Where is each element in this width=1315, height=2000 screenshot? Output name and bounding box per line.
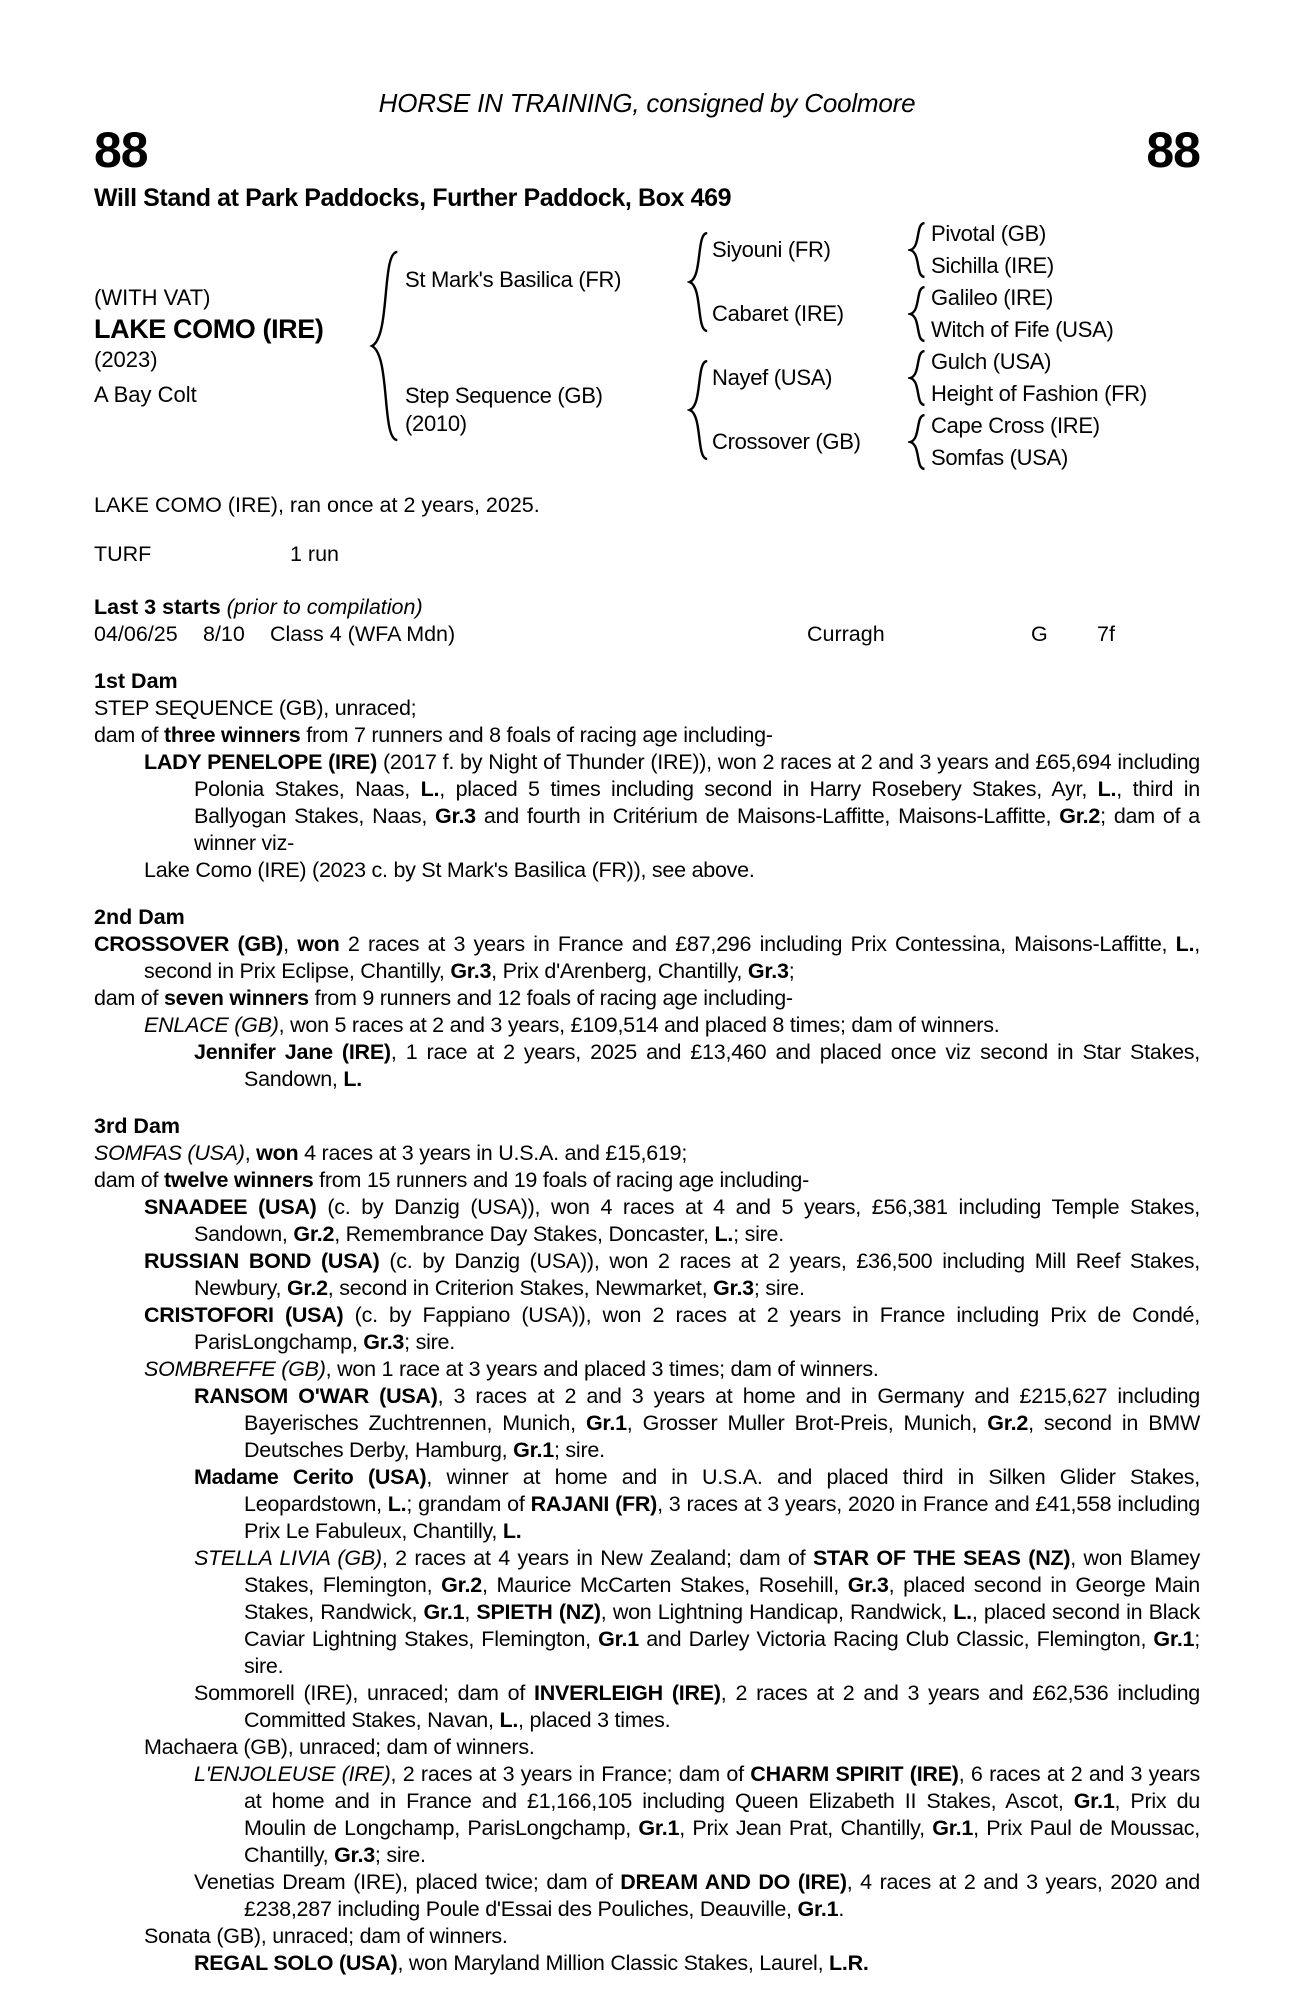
lot-number-right: 88: [1146, 122, 1200, 178]
last-starts-note: (prior to compilation): [226, 595, 423, 619]
pedigree-text-paragraph: dam of three winners from 7 runners and 8 foals of racing age including-: [94, 723, 773, 747]
sire-name: St Mark's Basilica (FR): [405, 267, 622, 292]
pedigree-text-paragraph: ENLACE (GB), won 5 races at 2 and 3 years, £109,514 and placed 8 times; dam of winners.: [144, 1013, 1000, 1037]
gen3-name: Cape Cross (IRE): [931, 413, 1100, 438]
sire-sire-name: Siyouni (FR): [712, 237, 831, 262]
start-finish-position: 8/10: [203, 622, 245, 646]
start-going: G: [1031, 622, 1048, 646]
dam-section-heading: 3rd Dam: [94, 1114, 181, 1138]
dam-section-heading: 1st Dam: [94, 669, 178, 693]
lot-horse-year: (2023): [94, 346, 158, 372]
sire-brace: [684, 218, 712, 346]
stand-location-line: Will Stand at Park Paddocks, Further Paddock, Box 469: [94, 184, 732, 212]
surface-row: [94, 541, 1200, 568]
pedigree-text-paragraph: SOMBREFFE (GB), won 1 race at 3 years and placed 3 times; dam of winners.: [144, 1357, 879, 1381]
brace-icon: [687, 231, 709, 333]
last-starts-line: [94, 594, 1200, 621]
brace-icon: [908, 222, 926, 278]
dam-sections: [94, 668, 1200, 1977]
pedigree-text-paragraph: SOMFAS (USA), won 4 races at 3 years in U.S.A. and £15,619;: [94, 1141, 688, 1165]
pedigree-text-paragraph: STEP SEQUENCE (GB), unraced;: [94, 696, 417, 720]
brace-icon: [908, 414, 926, 470]
runs-count: 1 run: [290, 542, 340, 566]
gen3-name: Pivotal (GB): [931, 221, 1046, 246]
pedigree-text-paragraph: Machaera (GB), unraced; dam of winners.: [144, 1735, 535, 1759]
sire-dam-name: Cabaret (IRE): [712, 301, 844, 326]
pedigree-text-paragraph: Lake Como (IRE) (2023 c. by St Mark's Basilica (FR)), see above.: [144, 858, 755, 882]
page-content: [94, 0, 1200, 1977]
gen3-name: Somfas (USA): [931, 445, 1068, 470]
pedigree-main-brace: [362, 218, 405, 474]
pedigree-text-paragraph: Venetias Dream (IRE), placed twice; dam of DREAM AND DO (IRE), 4 races at 2 and 3 years, 2020 and £238,287 including Poule d'Essai des Pouliches, Deauville, Gr.1.: [194, 1870, 1200, 1921]
lot-number-left: 88: [94, 122, 148, 178]
pedigree-text-paragraph: RANSOM O'WAR (USA), 3 races at 2 and 3 years at home and in Germany and £215,627 including Bayerisches Zuchtrennen, Munich, Gr.1, Grosser Muller Brot-Preis, Munich, Gr.2, second in BMW Deutsches Derby, Hamburg, Gr.1; sire.: [194, 1384, 1201, 1462]
brace-icon: [908, 286, 926, 342]
dam-name: Step Sequence (GB): [405, 383, 603, 408]
pedigree-text-paragraph: RUSSIAN BOND (USA) (c. by Danzig (USA)), won 2 races at 2 years, £36,500 including Mill Reef Stakes, Newbury, Gr.2, second in Criterion Stakes, Newmarket, Gr.3; sire.: [144, 1249, 1200, 1300]
brace-icon: [908, 350, 926, 406]
dam-brace: [684, 346, 712, 474]
pedigree-text-paragraph: Sommorell (IRE), unraced; dam of INVERLEIGH (IRE), 2 races at 2 and 3 years and £62,536 including Committed Stakes, Navan, L., placed 3 times.: [194, 1681, 1200, 1732]
sire-sire-brace: [903, 218, 931, 282]
pedigree-text-paragraph: CRISTOFORI (USA) (c. by Fappiano (USA)), won 2 races at 2 years in France including Prix de Condé, ParisLongchamp, Gr.3; sire.: [144, 1303, 1200, 1354]
gen3-name: Gulch (USA): [931, 349, 1052, 374]
pedigree-text-paragraph: STELLA LIVIA (GB), 2 races at 4 years in New Zealand; dam of STAR OF THE SEAS (NZ), won Blamey Stakes, Flemington, Gr.2, Maurice McCarten Stakes, Rosehill, Gr.3, placed second in George Main Stakes, Randwick, Gr.1, SPIETH (NZ), won Lightning Handicap, Randwick, L., placed second in Black Caviar Lightning Stakes, Flemington, Gr.1 and Darley Victoria Racing Club Classic, Flemington, Gr.1; sire.: [194, 1546, 1201, 1678]
dam-sire-brace: [903, 346, 931, 410]
gen3-name: Galileo (IRE): [931, 285, 1054, 310]
dam-dam-brace: [903, 410, 931, 474]
pedigree-text-paragraph: Madame Cerito (USA), winner at home and in U.S.A. and placed third in Silken Glider Stakes, Leopardstown, L.; grandam of RAJANI (FR), 3 races at 3 years, 2020 in France and £41,558 including Prix Le Fabuleux, Chantilly, L.: [194, 1465, 1201, 1543]
pedigree-text-paragraph: dam of seven winners from 9 runners and 12 foals of racing age including-: [94, 986, 793, 1010]
lot-horse-name: LAKE COMO (IRE): [94, 313, 324, 344]
pedigree-text-paragraph: Jennifer Jane (IRE), 1 race at 2 years, 2025 and £13,460 and placed once viz second in Star Stakes, Sandown, L.: [194, 1040, 1201, 1091]
dam-section-heading: 2nd Dam: [94, 905, 185, 929]
race-start-row: [94, 621, 1200, 648]
dam-cell: [405, 346, 684, 474]
sire-dam-brace: [903, 282, 931, 346]
start-race-class: Class 4 (WFA Mdn): [270, 622, 456, 646]
pedigree-text-paragraph: Sonata (GB), unraced; dam of winners.: [144, 1924, 508, 1948]
brace-icon: [687, 359, 709, 461]
pedigree-chart: [94, 218, 1200, 474]
start-date: 04/06/25: [94, 622, 178, 646]
pedigree-text-paragraph: dam of twelve winners from 15 runners and 19 foals of racing age including-: [94, 1168, 810, 1192]
dam-year: (2010): [405, 411, 467, 436]
brace-icon: [368, 248, 400, 444]
pedigree-text-paragraph: LADY PENELOPE (IRE) (2017 f. by Night of Thunder (IRE)), won 2 races at 2 and 3 years and £65,694 including Polonia Stakes, Naas, L., placed 5 times including second in Harry Rosebery Stakes, Ayr, L., third in Ballyogan Stakes, Naas, Gr.3 and fourth in Critérium de Maisons-Laffitte, Maisons-Laffitte, Gr.2; dam of a winner viz-: [144, 750, 1201, 855]
pedigree-text-paragraph: L'ENJOLEUSE (IRE), 2 races at 3 years in France; dam of CHARM SPIRIT (IRE), 6 races at 2 and 3 years at home and in France and £1,166,105 including Queen Elizabeth II Stakes, Ascot, Gr.1, Prix du Moulin de Longchamp, ParisLongchamp, Gr.1, Prix Jean Prat, Chantilly, Gr.1, Prix Paul de Moussac, Chantilly, Gr.3; sire.: [194, 1762, 1201, 1867]
gen3-name: Height of Fashion (FR): [931, 381, 1147, 406]
start-distance: 7f: [1097, 622, 1115, 646]
consignment-line: HORSE IN TRAINING, consigned by Coolmore: [378, 88, 916, 118]
pedigree-text-paragraph: REGAL SOLO (USA), won Maryland Million Classic Stakes, Laurel, L.R.: [194, 1951, 869, 1975]
vat-note: (WITH VAT): [94, 284, 211, 310]
gen3-name: Sichilla (IRE): [931, 253, 1054, 278]
pedigree-text-paragraph: SNAADEE (USA) (c. by Danzig (USA)), won 4 races at 4 and 5 years, £56,381 including Temple Stakes, Sandown, Gr.2, Remembrance Day Stakes, Doncaster, L.; sire.: [144, 1195, 1200, 1246]
sire-cell: [405, 218, 684, 346]
surface-label: TURF: [94, 542, 152, 566]
gen3-name: Witch of Fife (USA): [931, 317, 1114, 342]
start-course: Curragh: [807, 622, 885, 646]
race-record-summary: LAKE COMO (IRE), ran once at 2 years, 2025.: [94, 493, 540, 517]
last-starts-label: Last 3 starts: [94, 595, 221, 619]
dam-dam-name: Crossover (GB): [712, 429, 861, 454]
lot-horse-description: A Bay Colt: [94, 381, 197, 407]
dam-sire-name: Nayef (USA): [712, 365, 833, 390]
pedigree-text-paragraph: CROSSOVER (GB), won 2 races at 3 years in France and £87,296 including Prix Contessina, Maisons-Laffitte, L., second in Prix Eclipse, Chantilly, Gr.3, Prix d'Arenberg, Chantilly, Gr.3;: [94, 932, 1201, 983]
lot-number-row: [94, 122, 1200, 178]
lot-horse-block: [94, 218, 362, 474]
